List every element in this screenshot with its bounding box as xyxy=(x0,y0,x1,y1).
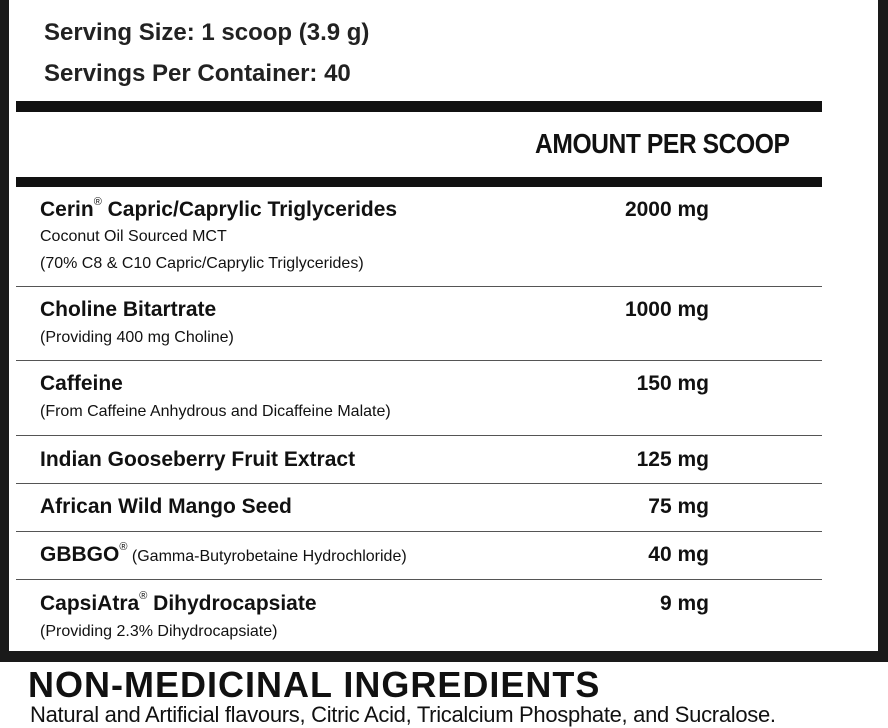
ingredient-amount: 75 mg xyxy=(648,495,709,518)
non-medicinal-ingredients-list: Natural and Artificial flavours, Citric Acid, Tricalcium Phosphate, and Sucralose. xyxy=(30,702,776,727)
ingredient-name: African Wild Mango Seed xyxy=(40,495,292,518)
ingredient-amount: 125 mg xyxy=(636,448,709,471)
registered-mark: ® xyxy=(139,590,148,602)
ingredient-name: Indian Gooseberry Fruit Extract xyxy=(40,448,356,471)
ingredient-detail: (70% C8 & C10 Capric/Caprylic Triglycerides) xyxy=(40,255,364,272)
ingredient-name: GBBGO® (Gamma-Butyrobetaine Hydrochloride) xyxy=(40,541,407,566)
ingredient-detail: (Providing 2.3% Dihydrocapsiate) xyxy=(40,623,278,640)
ingredient-detail: (Providing 400 mg Choline) xyxy=(40,329,234,346)
ingredient-name: CapsiAtra® Dihydrocapsiate xyxy=(40,590,317,615)
servings-per-container: Servings Per Container: 40 xyxy=(44,60,351,87)
ingredient-amount: 1000 mg xyxy=(624,298,709,321)
thick-divider-header xyxy=(16,177,822,187)
ingredient-name: Caffeine xyxy=(40,372,123,395)
thick-divider-top xyxy=(16,101,822,112)
ingredient-detail: (Gamma-Butyrobetaine Hydrochloride) xyxy=(127,548,407,565)
registered-mark: ® xyxy=(93,196,102,208)
ingredient-amount: 2000 mg xyxy=(624,198,709,221)
ingredient-name: Choline Bitartrate xyxy=(40,298,217,321)
ingredient-row-capsiatra xyxy=(16,580,822,651)
ingredient-name: Cerin® Capric/Caprylic Triglycerides xyxy=(40,196,398,221)
registered-mark: ® xyxy=(119,541,128,553)
ingredient-amount: 150 mg xyxy=(636,372,709,395)
ingredient-row-choline xyxy=(16,287,822,361)
ingredient-row-african-wild-mango xyxy=(16,484,822,532)
ingredient-source: Coconut Oil Sourced MCT xyxy=(40,228,227,245)
ingredient-amount: 40 mg xyxy=(648,543,709,566)
ingredient-row-gbbgo xyxy=(16,532,822,580)
ingredient-detail: (From Caffeine Anhydrous and Dicaffeine Malate) xyxy=(40,403,391,420)
ingredient-row-cerin xyxy=(16,187,822,287)
serving-size: Serving Size: 1 scoop (3.9 g) xyxy=(44,19,370,46)
ingredient-row-caffeine xyxy=(16,361,822,436)
non-medicinal-ingredients-title: NON-MEDICINAL INGREDIENTS xyxy=(28,664,601,705)
ingredient-row-indian-gooseberry xyxy=(16,436,822,484)
amount-per-scoop-header: AMOUNT PER SCOOP xyxy=(535,128,790,159)
ingredient-amount: 9 mg xyxy=(659,592,709,615)
